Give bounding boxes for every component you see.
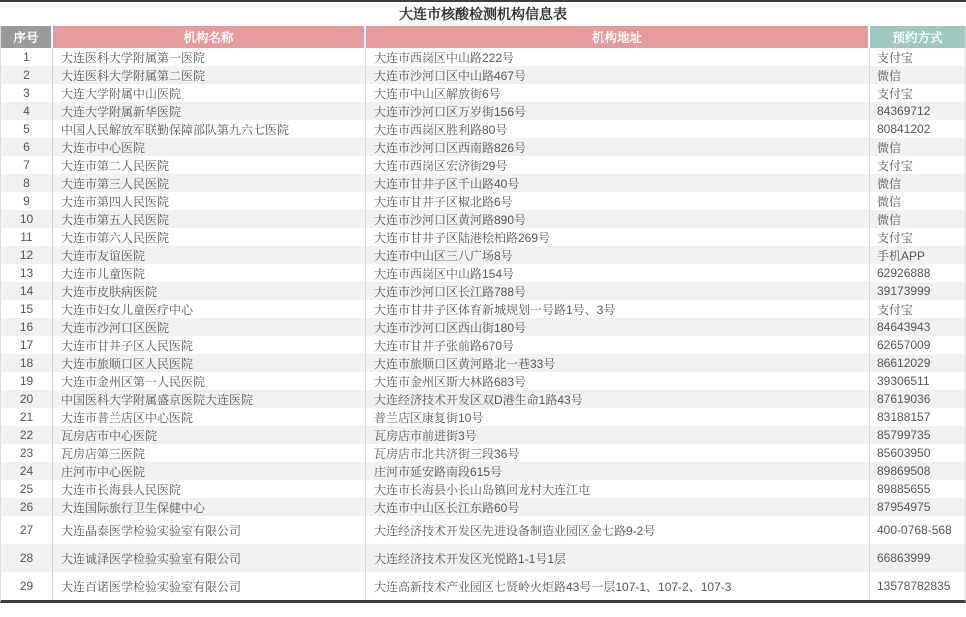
- cell-name: 大连大学附属中山医院: [53, 84, 366, 102]
- cell-name: 大连市友谊医院: [53, 246, 366, 264]
- cell-index: 8: [1, 174, 53, 192]
- table-row: [1, 444, 965, 462]
- cell-address: 大连市甘井子区椒北路6号: [366, 192, 870, 210]
- cell-index: 24: [1, 462, 53, 480]
- cell-booking: 39306511: [877, 374, 930, 388]
- cell-booking: 39173999: [877, 284, 931, 298]
- cell-booking: 手机APP: [877, 248, 926, 263]
- table-row: [1, 66, 965, 84]
- cell-index: 29: [1, 572, 53, 600]
- table-row: [1, 210, 965, 228]
- cell-booking: 400-0768-568: [877, 523, 952, 537]
- table-row: [1, 498, 965, 516]
- cell-index: 2: [1, 66, 53, 84]
- cell-address: 大连高新技术产业园区七贤岭火炬路43号一层107-1、107-2、107-3: [366, 572, 870, 600]
- cell-address: 大连市西岗区胜利路80号: [366, 120, 870, 138]
- cell-index: 19: [1, 372, 53, 390]
- cell-booking: 85799735: [877, 428, 931, 442]
- cell-name: 大连晶泰医学检验实验室有限公司: [53, 516, 366, 544]
- cell-name: 大连医科大学附属第二医院: [53, 66, 366, 84]
- table-row: [1, 228, 965, 246]
- table-row: [1, 390, 965, 408]
- cell-address: 庄河市延安路南段615号: [366, 462, 870, 480]
- cell-name: 大连市甘井子区人民医院: [53, 336, 366, 354]
- cell-index: 17: [1, 336, 53, 354]
- cell-booking: 89869508: [877, 464, 931, 478]
- cell-address: 大连市中山区长江东路60号: [366, 498, 870, 516]
- cell-address: 大连市沙河口区西山街180号: [366, 318, 870, 336]
- cell-booking: 13578782835: [877, 579, 951, 593]
- cell-name: 大连市第六人民医院: [53, 228, 366, 246]
- cell-index: 3: [1, 84, 53, 102]
- cell-address: 大连市中山区三八广场8号: [366, 246, 870, 264]
- cell-index: 18: [1, 354, 53, 372]
- cell-name: 大连医科大学附属第一医院: [53, 48, 366, 66]
- cell-name: 大连市妇女儿童医疗中心: [53, 300, 366, 318]
- cell-address: 大连经济技术开发区光悦路1-1号1层: [366, 544, 870, 572]
- table-row: [1, 544, 965, 572]
- table-row: [1, 516, 965, 544]
- cell-name: 大连市第二人民医院: [53, 156, 366, 174]
- cell-booking: 支付宝: [877, 50, 914, 65]
- header-cell-name: 机构名称: [53, 26, 366, 48]
- table-row: [1, 84, 965, 102]
- header-cell-booking: 预约方式: [870, 26, 965, 48]
- cell-index: 20: [1, 390, 53, 408]
- table-row: [1, 426, 965, 444]
- cell-address: 大连经济技术开发区双D港生命1路43号: [366, 390, 870, 408]
- table-row: [1, 174, 965, 192]
- cell-name: 大连国际旅行卫生保健中心: [53, 498, 366, 516]
- header-cell-index: 序号: [1, 26, 53, 48]
- cell-index: 5: [1, 120, 53, 138]
- cell-address: 大连市金州区斯大林路683号: [366, 372, 870, 390]
- cell-address: 瓦房店市前进街3号: [366, 426, 870, 444]
- cell-name: 中国人民解放军联勤保障部队第九六七医院: [53, 120, 366, 138]
- cell-address: 大连市甘井子区体育新城规划一号路1号、3号: [366, 300, 870, 318]
- table-row: [1, 120, 965, 138]
- cell-index: 21: [1, 408, 53, 426]
- cell-address: 大连市甘井子区陆港桧柏路269号: [366, 228, 870, 246]
- cell-address: 瓦房店市北共济街三段36号: [366, 444, 870, 462]
- cell-address: 大连市沙河口区黄河路890号: [366, 210, 870, 228]
- cell-name: 大连市旅顺口区人民医院: [53, 354, 366, 372]
- table-row: [1, 354, 965, 372]
- table-row: [1, 246, 965, 264]
- cell-name: 大连市皮肤病医院: [53, 282, 366, 300]
- cell-index: 27: [1, 516, 53, 544]
- cell-address: 普兰店区康复街10号: [366, 408, 870, 426]
- table-row: [1, 264, 965, 282]
- cell-booking: 微信: [877, 194, 902, 209]
- table-row: [1, 192, 965, 210]
- cell-booking: 支付宝: [877, 302, 914, 317]
- cell-address: 大连市长海县小长山岛镇回龙村大连江屯: [366, 480, 870, 498]
- cell-name: 大连市第五人民医院: [53, 210, 366, 228]
- cell-address: 大连市沙河口区西南路826号: [366, 138, 870, 156]
- table-row: [1, 572, 965, 600]
- cell-index: 13: [1, 264, 53, 282]
- cell-index: 28: [1, 544, 53, 572]
- table-row: [1, 408, 965, 426]
- cell-booking: 83188157: [877, 410, 931, 424]
- cell-index: 6: [1, 138, 53, 156]
- cell-name: 大连市金州区第一人民医院: [53, 372, 366, 390]
- table-row: [1, 318, 965, 336]
- cell-booking: 微信: [877, 176, 902, 191]
- cell-index: 14: [1, 282, 53, 300]
- cell-index: 12: [1, 246, 53, 264]
- table-row: [1, 372, 965, 390]
- cell-booking: 支付宝: [877, 158, 914, 173]
- cell-index: 23: [1, 444, 53, 462]
- cell-index: 1: [1, 48, 53, 66]
- table-row: [1, 138, 965, 156]
- cell-address: 大连市甘井子区千山路40号: [366, 174, 870, 192]
- table-row: [1, 480, 965, 498]
- cell-name: 瓦房店市中心医院: [53, 426, 366, 444]
- cell-address: 大连市中山区解放街6号: [366, 84, 870, 102]
- cell-name: 大连市第三人民医院: [53, 174, 366, 192]
- cell-name: 大连市第四人民医院: [53, 192, 366, 210]
- cell-index: 9: [1, 192, 53, 210]
- cell-booking: 89885655: [877, 482, 931, 496]
- cell-booking: 微信: [877, 212, 902, 227]
- table-row: [1, 48, 965, 66]
- cell-name: 大连大学附属新华医院: [53, 102, 366, 120]
- cell-name: 大连诚泽医学检验实验室有限公司: [53, 544, 366, 572]
- cell-index: 25: [1, 480, 53, 498]
- cell-booking: 85603950: [877, 446, 931, 460]
- cell-address: 大连市西岗区中山路222号: [366, 48, 870, 66]
- cell-name: 大连市长海县人民医院: [53, 480, 366, 498]
- cell-name: 中国医科大学附属盛京医院大连医院: [53, 390, 366, 408]
- cell-name: 庄河市中心医院: [53, 462, 366, 480]
- cell-name: 大连百诺医学检验实验室有限公司: [53, 572, 366, 600]
- cell-address: 大连市沙河口区长江路788号: [366, 282, 870, 300]
- cell-index: 11: [1, 228, 53, 246]
- cell-booking: 微信: [877, 68, 902, 83]
- table-row: [1, 300, 965, 318]
- cell-booking: 62657009: [877, 338, 931, 352]
- cell-address: 大连市西岗区宏济街29号: [366, 156, 870, 174]
- table-body: [1, 48, 965, 600]
- cell-booking: 支付宝: [877, 86, 914, 101]
- cell-address: 大连市甘井子张前路670号: [366, 336, 870, 354]
- table-row: [1, 102, 965, 120]
- header-cell-address: 机构地址: [366, 26, 870, 48]
- cell-index: 16: [1, 318, 53, 336]
- page-title: 大连市核酸检测机构信息表: [399, 6, 567, 22]
- cell-booking: 84369712: [877, 104, 931, 118]
- cell-address: 大连市沙河口区万岁街156号: [366, 102, 870, 120]
- institutions-table: [0, 26, 966, 603]
- table-row: [1, 156, 965, 174]
- cell-booking: 微信: [877, 140, 902, 155]
- cell-booking: 80841202: [877, 122, 931, 136]
- cell-name: 大连市儿童医院: [53, 264, 366, 282]
- table-row: [1, 282, 965, 300]
- cell-name: 瓦房店第三医院: [53, 444, 366, 462]
- cell-name: 大连市普兰店区中心医院: [53, 408, 366, 426]
- cell-booking: 87619036: [877, 392, 931, 406]
- cell-name: 大连市沙河口区医院: [53, 318, 366, 336]
- cell-address: 大连经济技术开发区先进设备制造业园区金七路9-2号: [366, 516, 870, 544]
- table-header-row: [1, 26, 965, 48]
- cell-address: 大连市旅顺口区黄河路北一巷33号: [366, 354, 870, 372]
- table-row: [1, 336, 965, 354]
- cell-index: 15: [1, 300, 53, 318]
- cell-booking: 66863999: [877, 551, 931, 565]
- cell-booking: 支付宝: [877, 230, 914, 245]
- cell-name: 大连市中心医院: [53, 138, 366, 156]
- cell-index: 7: [1, 156, 53, 174]
- cell-index: 22: [1, 426, 53, 444]
- cell-address: 大连市沙河口区中山路467号: [366, 66, 870, 84]
- cell-booking: 84643943: [877, 320, 931, 334]
- cell-booking: 86612029: [877, 356, 931, 370]
- cell-index: 10: [1, 210, 53, 228]
- cell-index: 26: [1, 498, 53, 516]
- cell-booking: 62926888: [877, 266, 931, 280]
- cell-booking: 87954975: [877, 500, 931, 514]
- cell-index: 4: [1, 102, 53, 120]
- cell-address: 大连市西岗区中山路154号: [366, 264, 870, 282]
- table-row: [1, 462, 965, 480]
